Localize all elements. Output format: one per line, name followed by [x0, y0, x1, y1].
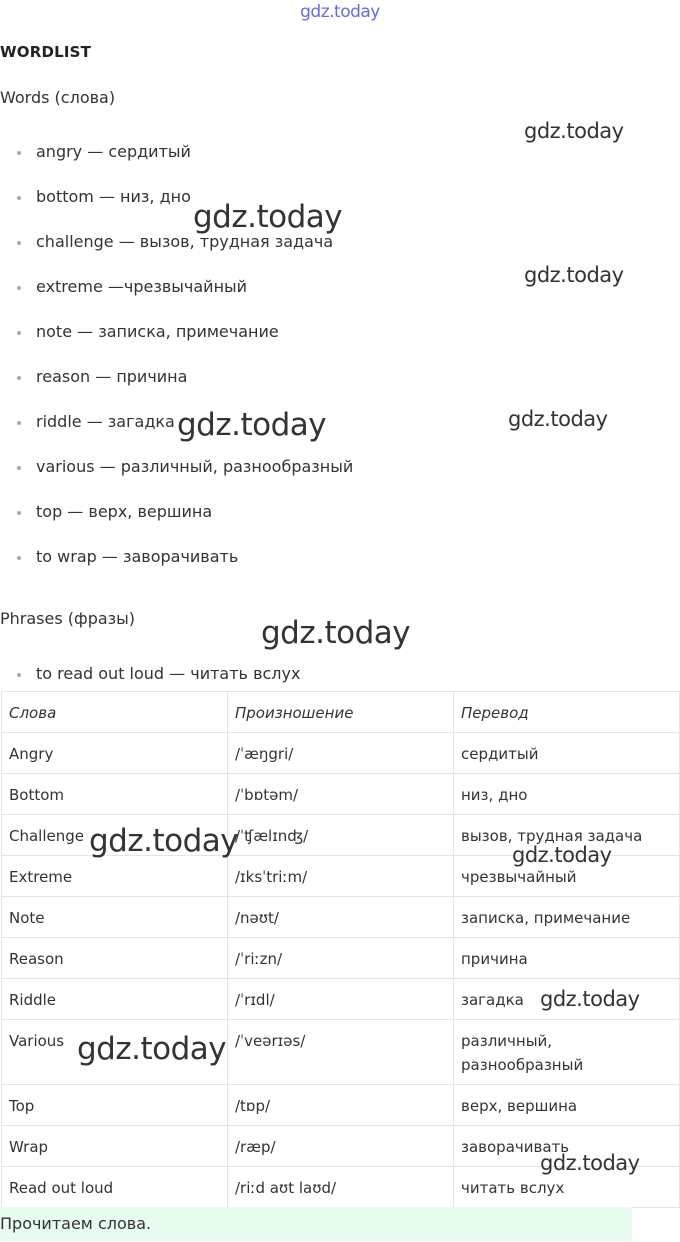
phrases-title: Phrases (фразы)	[0, 609, 136, 628]
watermark: gdz.today	[524, 263, 624, 287]
pronunciation-cell: /ræp/	[228, 1126, 454, 1167]
column-header-translation: Перевод	[454, 692, 680, 733]
translation-cell: загадка	[454, 979, 680, 1020]
watermark: gdz.today	[89, 823, 239, 859]
site-logo[interactable]: gdz.today	[300, 2, 380, 22]
word-cell: Bottom	[2, 774, 228, 815]
word-cell: Note	[2, 897, 228, 938]
watermark: gdz.today	[508, 407, 608, 431]
table-header-row	[2, 692, 680, 733]
note-box: Прочитаем слова.	[0, 1207, 632, 1241]
list-item: riddle — загадка	[36, 412, 175, 431]
list-item: various — различный, разнообразный	[36, 457, 354, 476]
pronunciation-cell: /ˈrɪdl/	[228, 979, 454, 1020]
pronunciation-cell: /nəʊt/	[228, 897, 454, 938]
word-cell: Riddle	[2, 979, 228, 1020]
translation-cell: записка, примечание	[454, 897, 680, 938]
pronunciation-cell: /ˈveərɪəs/	[228, 1020, 454, 1085]
list-item: note — записка, примечание	[36, 322, 279, 341]
translation-cell: вызов, трудная задача	[454, 815, 680, 856]
watermark: gdz.today	[193, 199, 343, 235]
list-item: top — верх, вершина	[36, 502, 213, 521]
translation-cell: причина	[454, 938, 680, 979]
word-cell: Angry	[2, 733, 228, 774]
translation-cell: низ, дно	[454, 774, 680, 815]
pronunciation-cell: /ˈʧælɪnʤ/	[228, 815, 454, 856]
translation-cell: различный, разнообразный	[454, 1020, 680, 1085]
word-cell: Challenge	[2, 815, 228, 856]
watermark: gdz.today	[177, 407, 327, 443]
column-header-pronunciation: Произношение	[228, 692, 454, 733]
list-item: bottom — низ, дно	[36, 187, 191, 206]
list-item: to read out loud — читать вслух	[36, 664, 301, 683]
list-item: to wrap — заворачивать	[36, 547, 239, 566]
pronunciation-cell: /ˈæŋgri/	[228, 733, 454, 774]
watermark: gdz.today	[540, 987, 640, 1011]
table-row	[2, 938, 680, 979]
word-cell: Reason	[2, 938, 228, 979]
list-item: reason — причина	[36, 367, 188, 386]
translation-cell: чрезвычайный	[454, 856, 680, 897]
translation-cell: сердитый	[454, 733, 680, 774]
watermark: gdz.today	[261, 615, 411, 651]
pronunciation-cell: /riːd aʊt laʊd/	[228, 1167, 454, 1208]
list-item: challenge — вызов, трудная задача	[36, 232, 334, 251]
word-cell: Top	[2, 1085, 228, 1126]
wordlist-heading: WORDLIST	[0, 43, 92, 61]
pronunciation-cell: /tɒp/	[228, 1085, 454, 1126]
translation-cell: верх, вершина	[454, 1085, 680, 1126]
table-row	[2, 774, 680, 815]
list-item: extreme —чрезвычайный	[36, 277, 248, 296]
table-row	[2, 897, 680, 938]
words-title: Words (слова)	[0, 88, 116, 107]
vocabulary-table	[1, 691, 680, 1208]
watermark: gdz.today	[524, 119, 624, 143]
word-cell: Read out loud	[2, 1167, 228, 1208]
watermark: gdz.today	[512, 843, 612, 867]
list-item: angry — сердитый	[36, 142, 191, 161]
watermark: gdz.today	[540, 1151, 640, 1175]
pronunciation-cell: /ˈbɒtəm/	[228, 774, 454, 815]
word-cell: Extreme	[2, 856, 228, 897]
column-header-words: Слова	[2, 692, 228, 733]
pronunciation-cell: /ˈriːzn/	[228, 938, 454, 979]
translation-cell: заворачивать	[454, 1126, 680, 1167]
pronunciation-cell: /ɪksˈtriːm/	[228, 856, 454, 897]
table-row	[2, 1085, 680, 1126]
word-cell: Wrap	[2, 1126, 228, 1167]
table-row	[2, 733, 680, 774]
word-cell: Various	[2, 1020, 228, 1085]
translation-cell: читать вслух	[454, 1167, 680, 1208]
watermark: gdz.today	[77, 1031, 227, 1067]
